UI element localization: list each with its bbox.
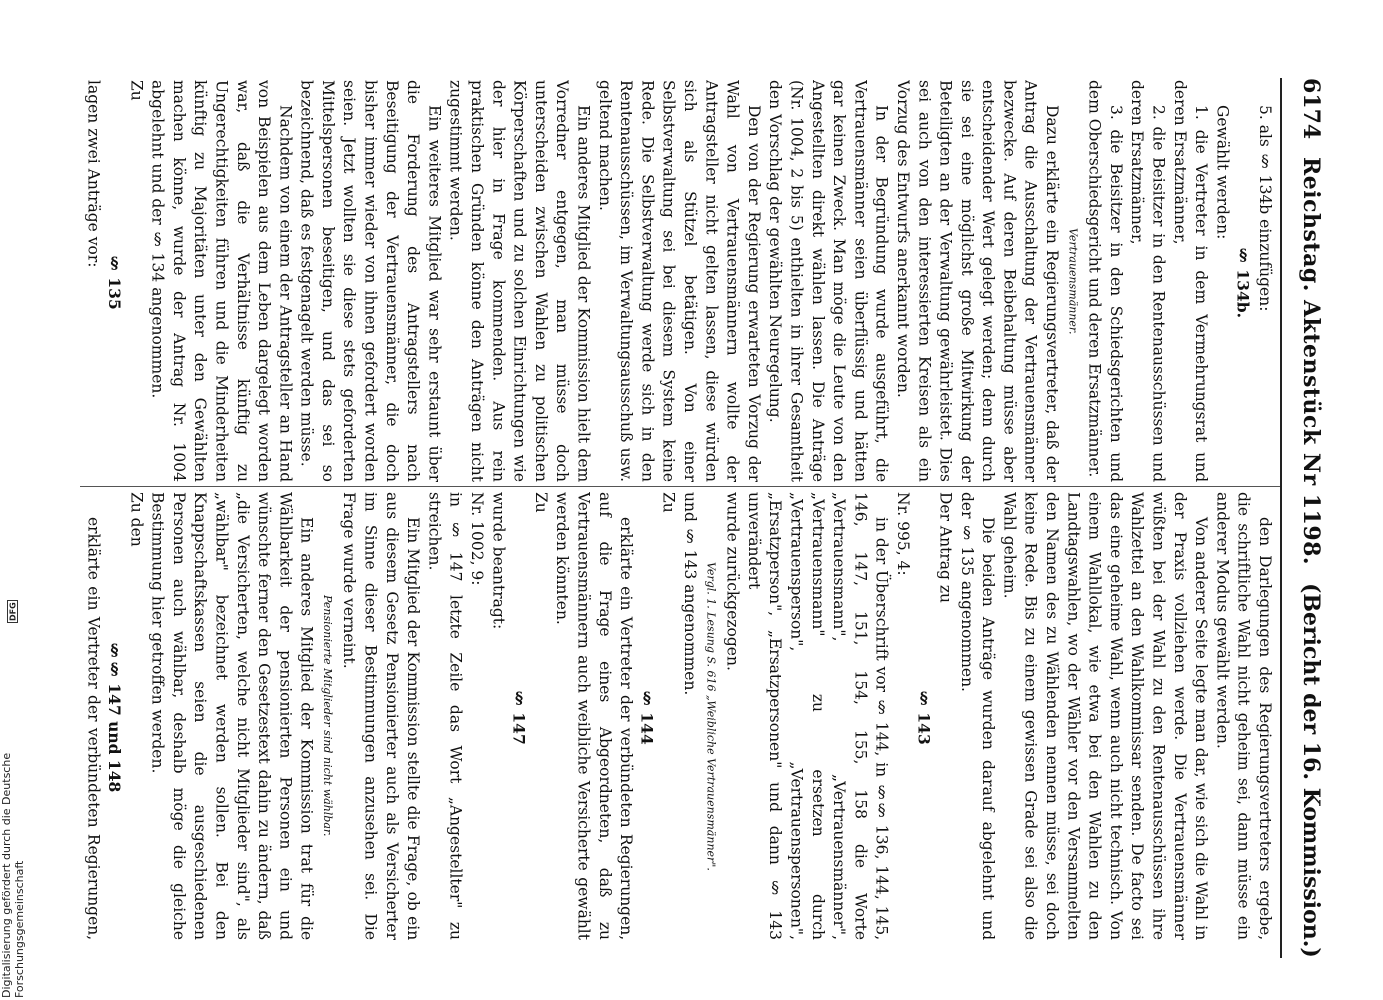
text-line: § 147: [509, 687, 529, 745]
text-line: Ein anderes Mitglied der Kommission hielt dem Vorredner entgegen, man müsse doch unterscheiden zwischen Wahlen zu politischen Körperschaften und zu solchen Einrichtungen wie der hier in Frage kommenden. Aus rein praktischen Gründen könne den Anträgen nicht zugestimmt werden.: [446, 80, 593, 482]
text-line: Vergl. 1. Lesung S. 616 „Weibliche Vertrauensmänner".: [704, 561, 718, 871]
text-column-left: [80, 80, 1275, 482]
text-line: § 134b.: [1233, 244, 1253, 318]
running-subtitle: (Bericht der 16. Kommission.): [1298, 583, 1324, 958]
running-title: Reichstag. Aktenstück Nr 1198.: [1298, 157, 1324, 566]
text-line: Ein weiteres Mitglied war sehr erstaunt über die Forderung des Antragstellers nach Beseitigung der Vertrauensmänner, die doch bisher immer wieder von ihnen gefordert worden seien. Jetzt wollten sie diese stets geforderten Mittelspersonen beseitigen, und das sei so bezeichnend, daß es festgenagelt werden müsse.: [297, 80, 444, 482]
text-line: Nr. 995, 4:: [893, 492, 912, 576]
text-line: 5. als § 134b einzufügen:: [1256, 104, 1274, 312]
text-line: § 135: [104, 252, 124, 310]
text-line: Von anderer Seite legte man dar, wie sich die Wahl in der Praxis vollziehen werde. Die Vertrauensmänner wüßten bei der Wahl zu den Rentenausschüssen ihre Wahlzettel an den Wahlkommissar senden. De facto sei das eine geheime Wahl, wenn auch nicht technisch. Von einem Wahllokal, wie etwa bei den Wahlen zu den Landtagswahlen, wo der Wähler vor den Versammelten den Namen des zu Wählenden nennen müsse, sei doch keine Rede. Bis zu einem gewissen Grade sei also die Wahl geheim.: [1000, 492, 1211, 940]
text-line: § 144: [637, 687, 657, 745]
text-line: erklärte ein Vertreter der verbündeten Regierungen, auf die Frage eines Abgeordneten, daß zu Vertrauensmännern auch weibliche Versicherte gewählt werden könnten.: [553, 492, 636, 940]
text-line: erklärte ein Vertreter der verbündeten Regierungen,: [84, 516, 103, 940]
text-line: Der Antrag zu: [936, 492, 955, 603]
page-header: [1290, 78, 1332, 958]
text-line: in der Überschrift vor § 144, in §§ 136, 144, 145, 146, 147, 151, 154, 155, 158 die Worte „Vertrauensmann", „Vertrauensmänner", „Vertrauensmann" zu ersetzen durch „Vertrauensperson", „Vertrauenspersonen", „Ersatzperson", „Ersatzpersonen" und dann § 143 unverändert: [744, 492, 891, 940]
text-column-right: [80, 492, 1275, 940]
text-line: Die beiden Anträge wurden darauf abgelehnt und der § 135 angenommen.: [957, 492, 998, 940]
text-line: in § 147 letzte Zeile das Wort „Angestellter" zu streichen.: [425, 492, 465, 940]
text-line: und § 143 angenommen.: [680, 492, 699, 696]
text-line: Gewählt werden:: [1213, 104, 1232, 240]
text-line: Ein anderes Mitglied der Kommission trat für die Wählbarkeit der pensionierten Personen ein und wünschte ferner den Gesetzestext dahin zu ändern, daß „die Versicherten, welche nicht Mitglieder sind", als „wählbar" bezeichnet werden sollen. Bei den Knappschaftskassen seien die ausgeschiedenen Personen auch wählbar, deshalb möge die gleiche Bestimmung hier getroffen werden.: [148, 492, 316, 940]
text-line: lagen zwei Anträge vor:: [84, 80, 103, 268]
text-line: §§ 147 und 148: [104, 639, 124, 793]
text-line: Dazu erklärte ein Regierungsvertreter, daß der Antrag die Ausschaltung der Vertrauensmänner bezwecke. Auf deren Beibehaltung müsse aber entscheidender Wert gelegt werden; denn durch sie sei eine möglichst große Mitwirkung der Beteiligten an der Verwaltung gewährleistet. Dies sei auch von den interessierten Kreisen als ein Vorzug des Entwurfs anerkannt worden.: [893, 80, 1062, 482]
text-line: Den von der Regierung erwarteten Vorzug der Wahl von Vertrauensmännern wollte der Antragsteller nicht gelten lassen, diese würden sich als Stützel betätigen. Von einer Selbstverwaltung sei bei diesem System keine Rede. Die Selbstverwaltung werde sich in den Rentenausschüssen, im Verwaltungsausschuß usw. geltend machen.: [595, 80, 763, 482]
text-line: 1. die Vertreter in dem Vermehrungsrat und deren Ersatzmänner,: [1170, 80, 1211, 482]
text-line: Nr. 1002, 9:: [468, 492, 487, 586]
text-line: Zu: [659, 492, 678, 513]
text-line: Zu: [127, 80, 146, 101]
text-line: Zu: [531, 492, 550, 513]
page-number: 6174: [1298, 78, 1324, 140]
header-rule: [1280, 78, 1282, 958]
text-line: 3. die Beisitzer in den Schiedsgerichten und dem Oberschiedsgericht und deren Ersatzmänner.: [1085, 80, 1125, 482]
text-line: Vertrauensmänner.: [1066, 227, 1080, 335]
text-line: Zu den: [127, 492, 146, 547]
text-line: § 143: [914, 687, 934, 745]
text-line: Nachdem von einem der Antragsteller an Hand von Beispielen aus dem Leben dargelegt worden war, daß die Verhältnisse künftig zu Ungerechtigkeiten führen und die Minderheiten künftig zu Majoritäten unter den Gewählten machen könne, wurde der Antrag Nr. 1004 abgelehnt und der § 134 angenommen.: [148, 80, 295, 482]
dfg-logo: DFG: [8, 602, 18, 621]
column-divider: [80, 486, 1280, 487]
credit-text: Digitalisierung gefördert durch die Deutsche Forschungsgemeinschaft: [0, 752, 26, 998]
text-line: In der Begründung wurde ausgeführt, die Vertrauensmänner seien überflüssig und hätten gar keinen Zweck. Man möge die Leute von den Angestellten direkt wählen lassen. Die Anträge (Nr. 1004, 2 bis 5) enthielten in ihrer Gesamtheit den Vorschlag der gewählten Neuregelung.: [766, 80, 891, 482]
text-line: den Darlegungen des Regierungsvertreters ergebe, die schriftliche Wahl nicht geheim sei, dann müsse ein anderer Modus gewählt werden.: [1213, 492, 1274, 940]
text-line: Pensionierte Mitglieder sind nicht wählbar.: [320, 595, 334, 837]
digitization-credit: [0, 600, 26, 998]
text-line: wurde zurückgezogen.: [723, 492, 742, 671]
text-line: Ein Mitglied der Kommission stellte die Frage, ob ein aus diesem Gesetz Pensionierter auch als Versicherter im Sinne dieser Bestimmungen anzusehen sei. Die Frage wurde verneint.: [340, 492, 423, 940]
text-line: wurde beantragt:: [489, 492, 508, 630]
text-line: 2. die Beisitzer in den Rentenausschüssen und deren Ersatzmänner,: [1128, 80, 1168, 482]
